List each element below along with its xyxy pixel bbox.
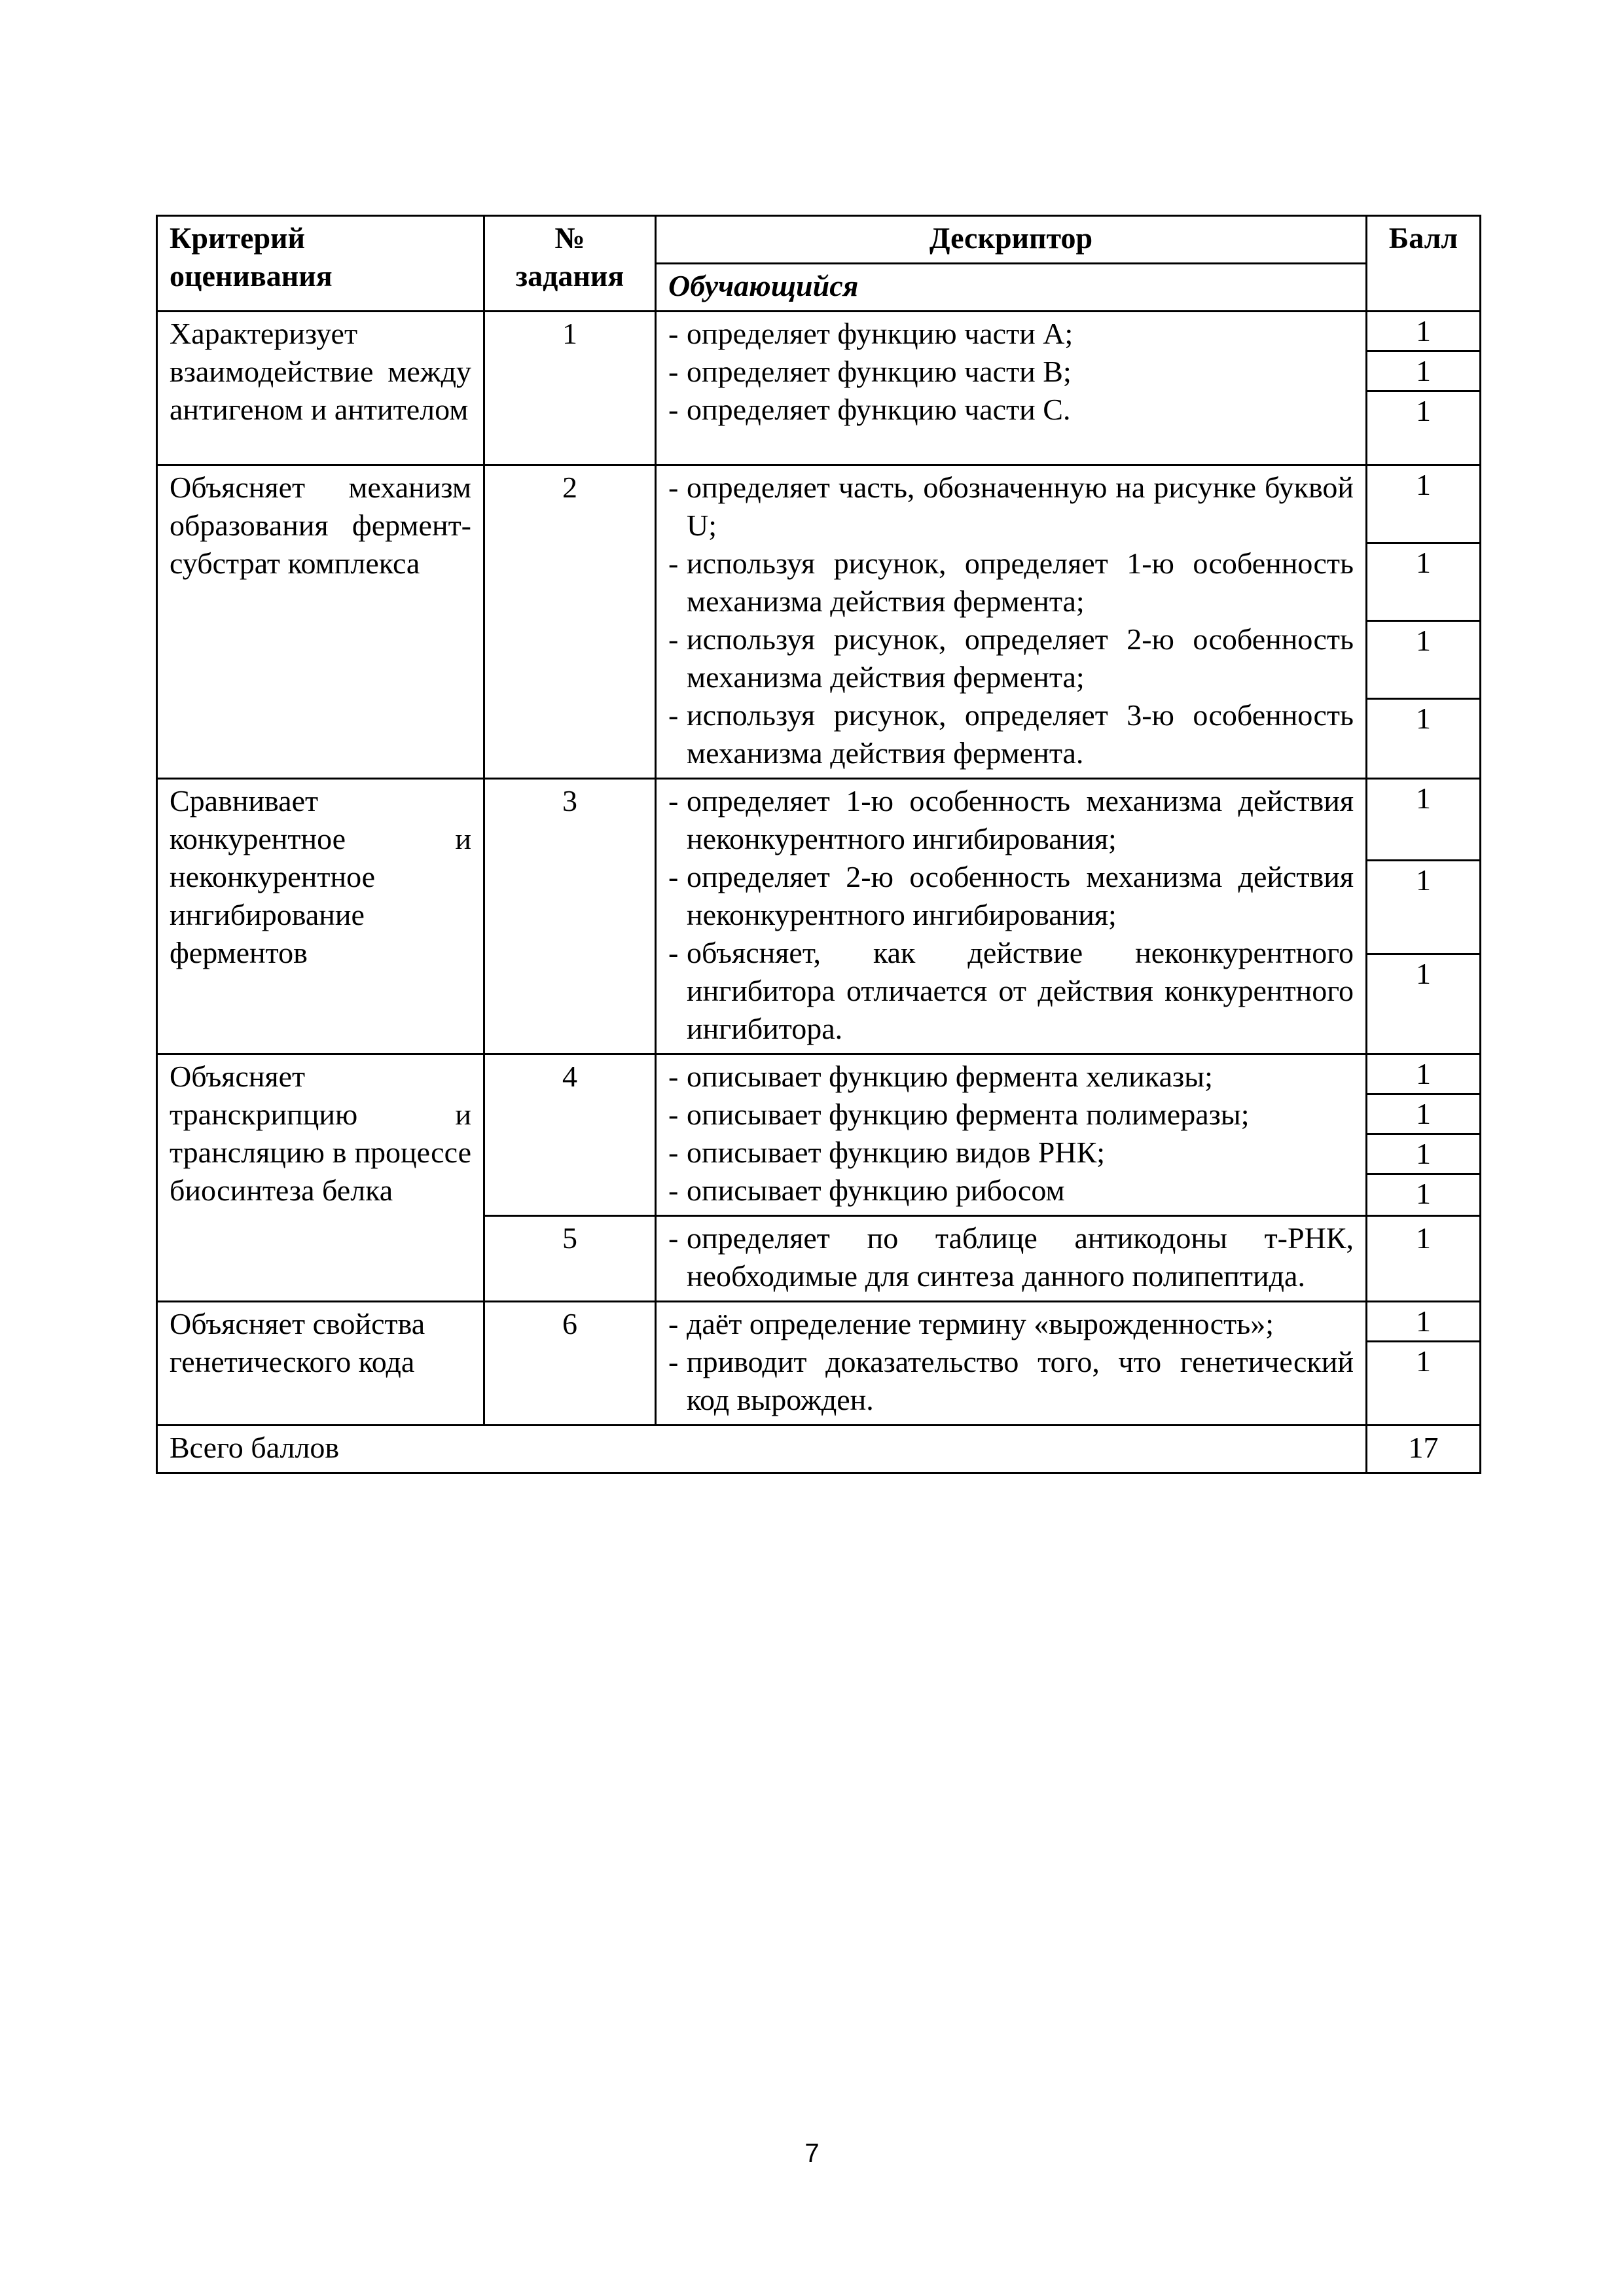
descriptor-item: - используя рисунок, определяет 2-ю особенность механизма действия фермента; [668,620,1354,696]
descriptor-cell [656,1302,1367,1426]
table-row [157,312,1481,465]
criterion-cell: Сравнивает конкурентное и неконкурентное ингибирование ферментов [157,779,484,1054]
header-score: Балл [1367,216,1481,312]
criterion-cell: Объясняет механизм образования фермент-субстрат комплекса [157,465,484,779]
task-number-cell: 2 [484,465,656,779]
score-value: 1 [1416,1057,1431,1090]
descriptor-cell [656,1054,1367,1216]
header-descriptor: Дескриптор [656,216,1367,264]
score-value: 1 [1367,1173,1479,1213]
score-value: 1 [1416,314,1431,348]
assessment-rubric-table [156,215,1481,1474]
score-cell: 1 [1367,1216,1481,1302]
descriptor-item: - определяет функцию части В; [668,353,1354,391]
task-number-cell: 6 [484,1302,656,1426]
score-value: 1 [1367,1340,1479,1420]
score-value: 1 [1416,781,1431,815]
header-learner: Обучающийся [656,264,1367,312]
descriptor-item: - определяет функцию части А; [668,315,1354,353]
descriptor-cell [656,312,1367,465]
total-label: Всего баллов [157,1426,1367,1473]
descriptor-item: - определяет по таблице антикодоны т-РНК, необходимые для синтеза данного полипептида. [668,1219,1354,1295]
page-number: 7 [804,2139,820,2168]
score-cell [1367,1302,1481,1426]
descriptor-cell [656,779,1367,1054]
descriptor-item: - определяет 2-ю особенность механизма действия неконкурентного ингибирования; [668,858,1354,934]
descriptor-item: - описывает функцию рибосом [668,1172,1354,1210]
descriptor-item: - объясняет, как действие неконкурентного ингибитора отличается от действия конкурентного ингибитора. [668,934,1354,1048]
score-value: 1 [1367,859,1479,953]
table-row [157,779,1481,1054]
descriptor-item: - определяет часть, обозначенную на рисунке буквой U; [668,469,1354,545]
task-number-cell: 5 [484,1216,656,1302]
descriptor-item: - описывает функцию фермента хеликазы; [668,1058,1354,1096]
descriptor-item: - описывает функцию фермента полимеразы; [668,1096,1354,1134]
header-criterion: Критерий оценивания [157,216,484,312]
table-row [157,1054,1481,1216]
descriptor-item: - используя рисунок, определяет 1-ю особенность механизма действия фермента; [668,545,1354,620]
score-value: 1 [1416,1304,1431,1338]
score-value: 1 [1367,1133,1479,1173]
total-score: 17 [1367,1426,1481,1473]
total-row [157,1426,1481,1473]
score-value: 1 [1367,620,1479,698]
criterion-cell: Объясняет транскрипцию и трансляцию в процессе биосинтеза белка [157,1054,484,1302]
score-value: 1 [1367,350,1479,390]
task-number-cell: 3 [484,779,656,1054]
task-number-cell: 4 [484,1054,656,1216]
score-value: 1 [1367,390,1479,464]
score-cell [1367,1054,1481,1216]
descriptor-item: - используя рисунок, определяет 3-ю особенность механизма действия фермента. [668,696,1354,772]
descriptor-item: - описывает функцию видов РНК; [668,1134,1354,1172]
task-number-cell: 1 [484,312,656,465]
score-value: 1 [1367,698,1479,776]
descriptor-item: - определяет функцию части С. [668,391,1354,429]
descriptor-item: - даёт определение термину «вырожденность»; [668,1305,1354,1343]
score-value: 1 [1367,1093,1479,1133]
score-cell [1367,465,1481,779]
descriptor-item: - приводит доказательство того, что генетический код вырожден. [668,1343,1354,1419]
score-cell [1367,779,1481,1054]
score-cell [1367,312,1481,465]
score-value: 1 [1367,542,1479,620]
criterion-cell: Объясняет свойства генетического кода [157,1302,484,1426]
table-row [157,465,1481,779]
descriptor-item: - определяет 1-ю особенность механизма действия неконкурентного ингибирования; [668,782,1354,858]
criterion-cell: Характеризует взаимодействие между антигеном и антителом [157,312,484,465]
descriptor-cell [656,1216,1367,1302]
table-row [157,1302,1481,1426]
header-task-number: № задания [484,216,656,312]
score-value: 1 [1416,468,1431,501]
descriptor-cell [656,465,1367,779]
score-value: 1 [1367,953,1479,993]
header-row [157,216,1481,264]
